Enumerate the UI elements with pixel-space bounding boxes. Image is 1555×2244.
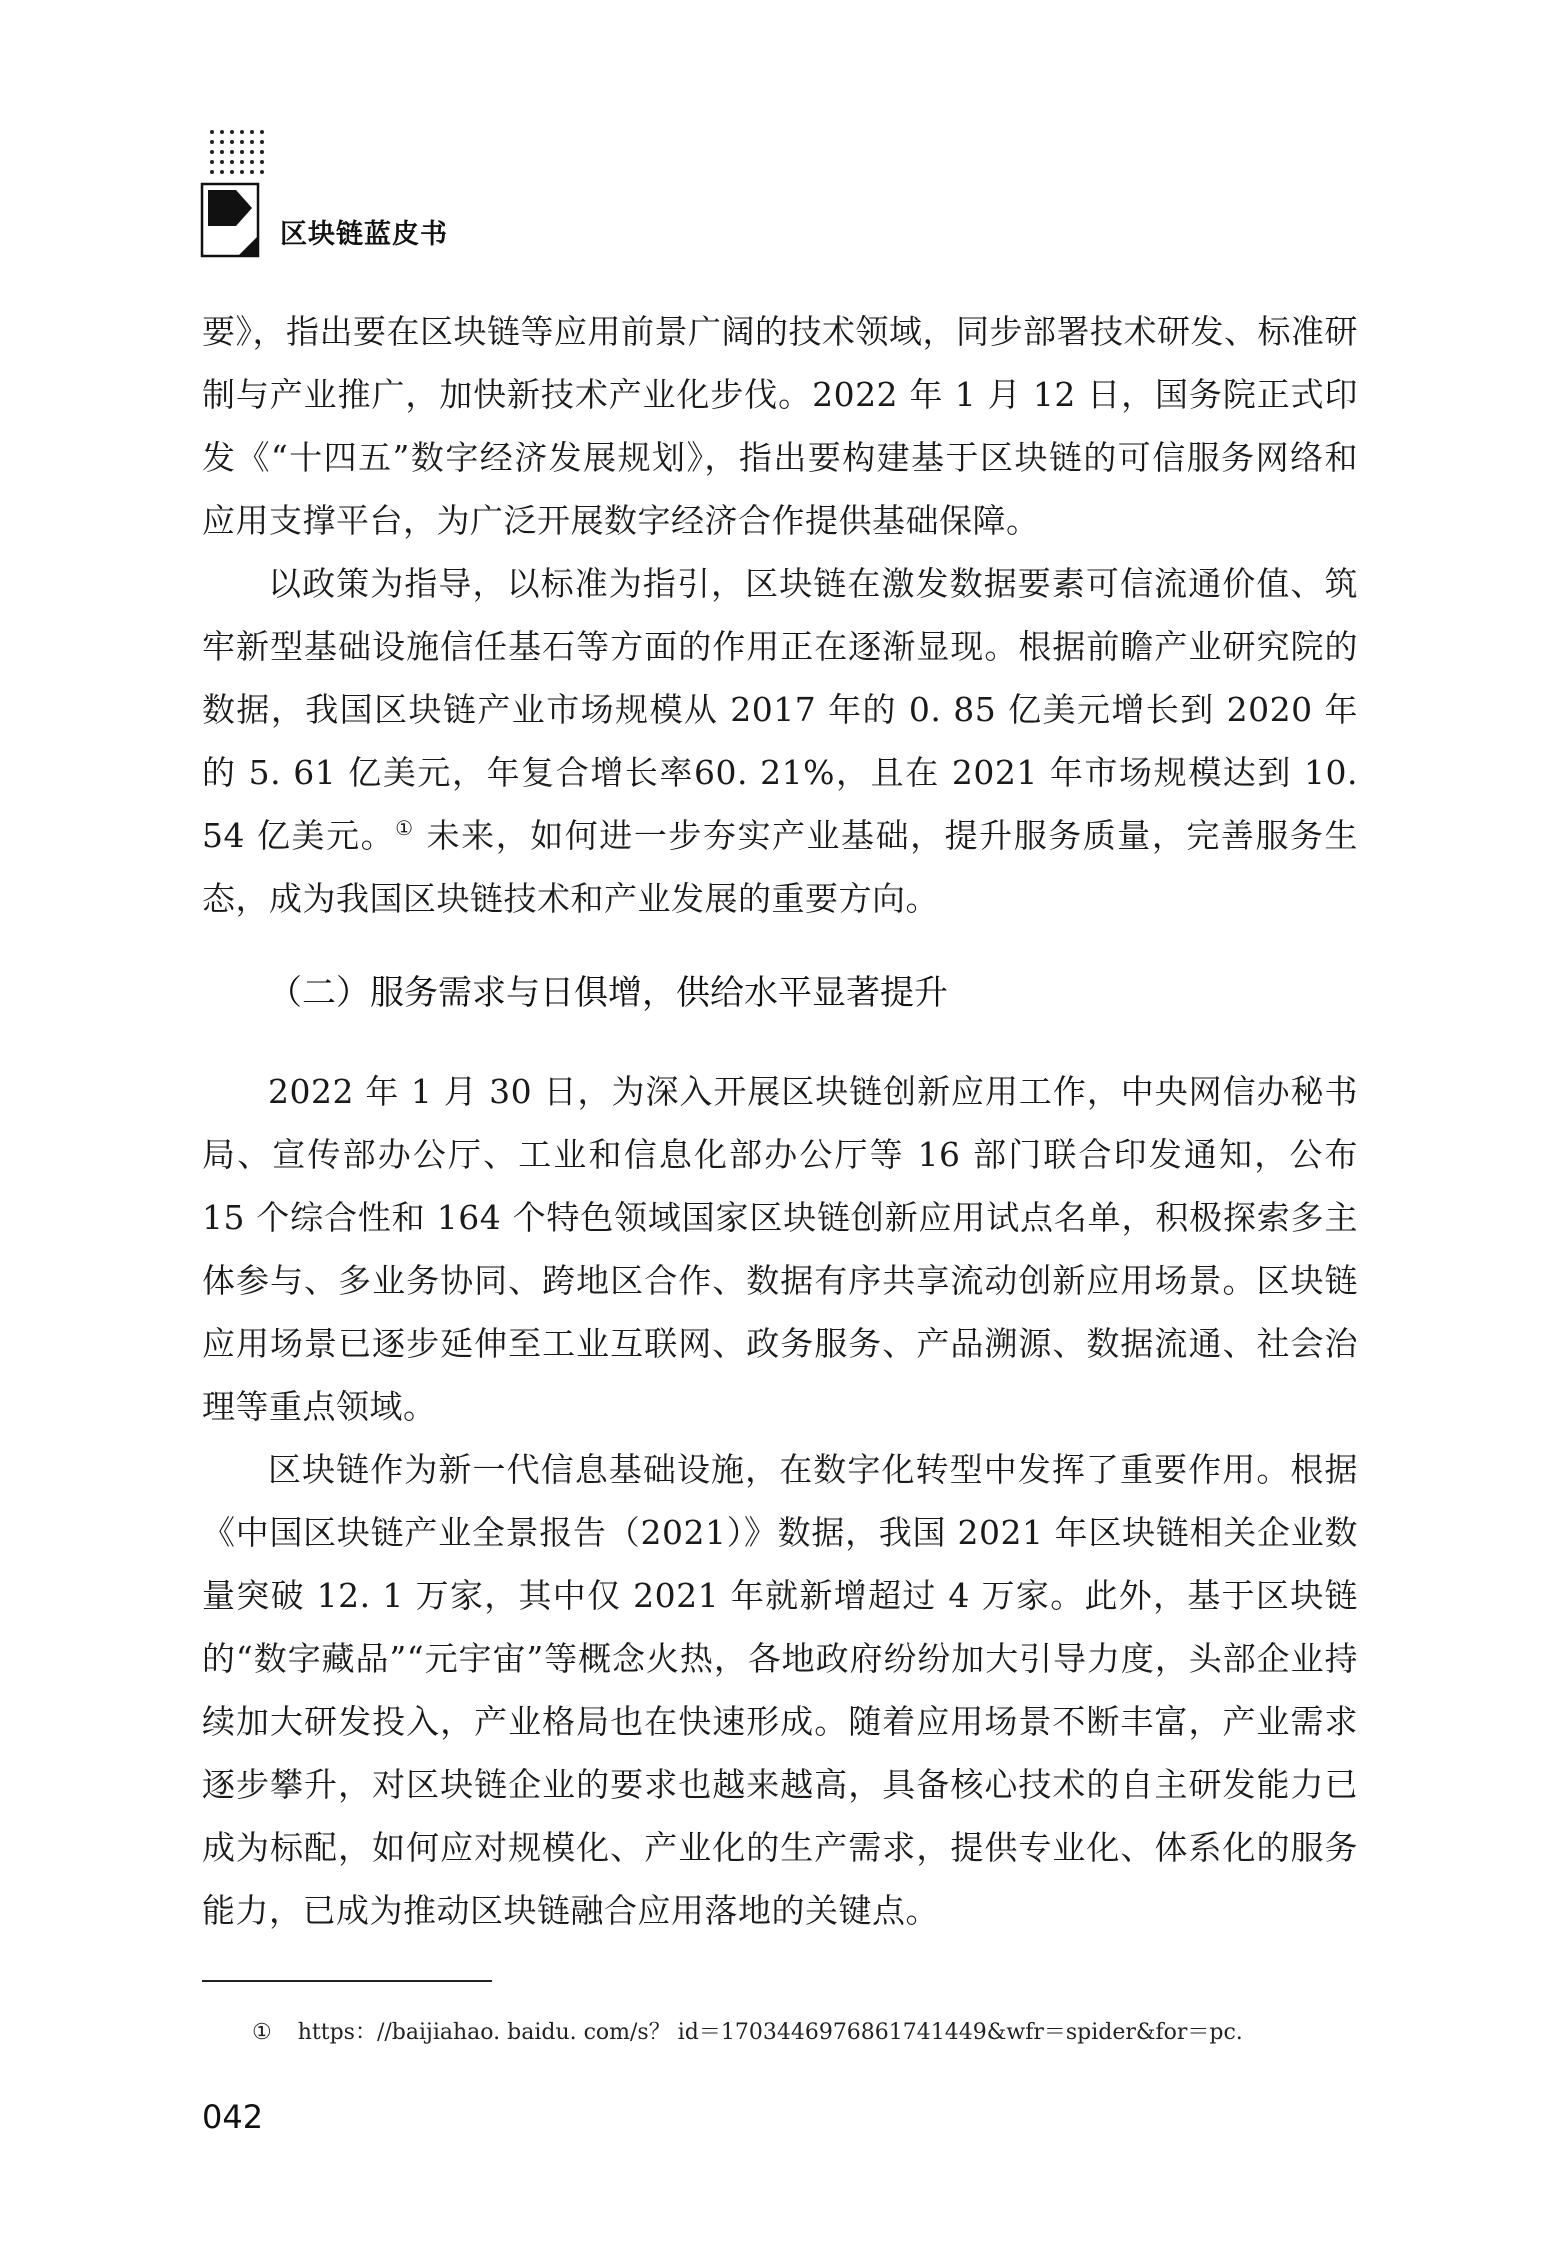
paragraph: 2022 年 1 月 30 日，为深入开展区块链创新应用工作，中央网信办秘书局、宣传部办公厅、工业和信息化部办公厅等 16 部门联合印发通知，公布 15 个综合性和 164 个特色领域国家区块链创新应用试点名单，积极探索多主体参与、多业务协同、跨地区合作、数据有序共享流动创新应用场景。区块链应用场景已逐步延伸至工业互联网、政务服务、产品溯源、数据流通、社会治理等重点领域。 [202, 1072, 1358, 1426]
body-text [202, 300, 1358, 1942]
page-number: 042 [202, 2098, 264, 2136]
header-title: 区块链蓝皮书 [280, 219, 448, 250]
section-heading: （二）服务需求与日俱增，供给水平显著提升 [268, 973, 948, 1013]
paragraph: 区块链作为新一代信息基础设施，在数字化转型中发挥了重要作用。根据《中国区块链产业全景报告（2021）》数据，我国 2021 年区块链相关企业数量突破 12. 1 万家，其中仅 2021 年就新增超过 4 万家。此外，基于区块链的“数字藏品”“元宇宙”等概念火热，各地政府纷纷加大引导力度，头部企业持续加大研发投入，产业格局也在快速形成。随着应用场景不断丰富，产业需求逐步攀升，对区块链企业的要求也越来越高，具备核心技术的自主研发能力已成为标配，如何应对规模化、产业化的生产需求，提供专业化、体系化的服务能力，已成为推动区块链融合应用落地的关键点。 [202, 1450, 1358, 1930]
book-corner-icon [200, 182, 262, 260]
paragraph-text: 未来，如何进一步夯实产业基础，提升服务质量，完善服务生态，成为我国区块链技术和产业发展的重要方向。 [202, 816, 1358, 918]
footnote-reference[interactable]: ① [395, 816, 415, 840]
dot-grid-icon [208, 128, 268, 180]
paragraph [202, 552, 1358, 930]
footnote-url[interactable]: https：//baijiahao. baidu. com/s？ id＝1703446976861741449&wfr＝spider&for＝pc. [297, 2020, 1243, 2045]
paragraph: 要》，指出要在区块链等应用前景广阔的技术领域，同步部署技术研发、标准研制与产业推广，加快新技术产业化步伐。2022 年 1 月 12 日，国务院正式印发《“十四五”数字经济发展规划》，指出要构建基于区块链的可信服务网络和应用支撑平台，为广泛开展数字经济合作提供基础保障。 [202, 312, 1358, 540]
paragraph-text: 以政策为指导，以标准为指引，区块链在激发数据要素可信流通价值、筑牢新型基础设施信任基石等方面的作用正在逐渐显现。根据前瞻产业研究院的数据，我国区块链产业市场规模从 2017 年的 0. 85 亿美元增长到 2020 年的 5. 61 亿美元，年复合增长率60. 21%，且在 2021 年市场规模达到 10. 54 亿美元。 [202, 564, 1358, 855]
footnote-divider [202, 1980, 492, 1982]
footnote [252, 2018, 1243, 2048]
footnote-mark: ① [252, 2020, 272, 2045]
running-header [200, 128, 600, 268]
